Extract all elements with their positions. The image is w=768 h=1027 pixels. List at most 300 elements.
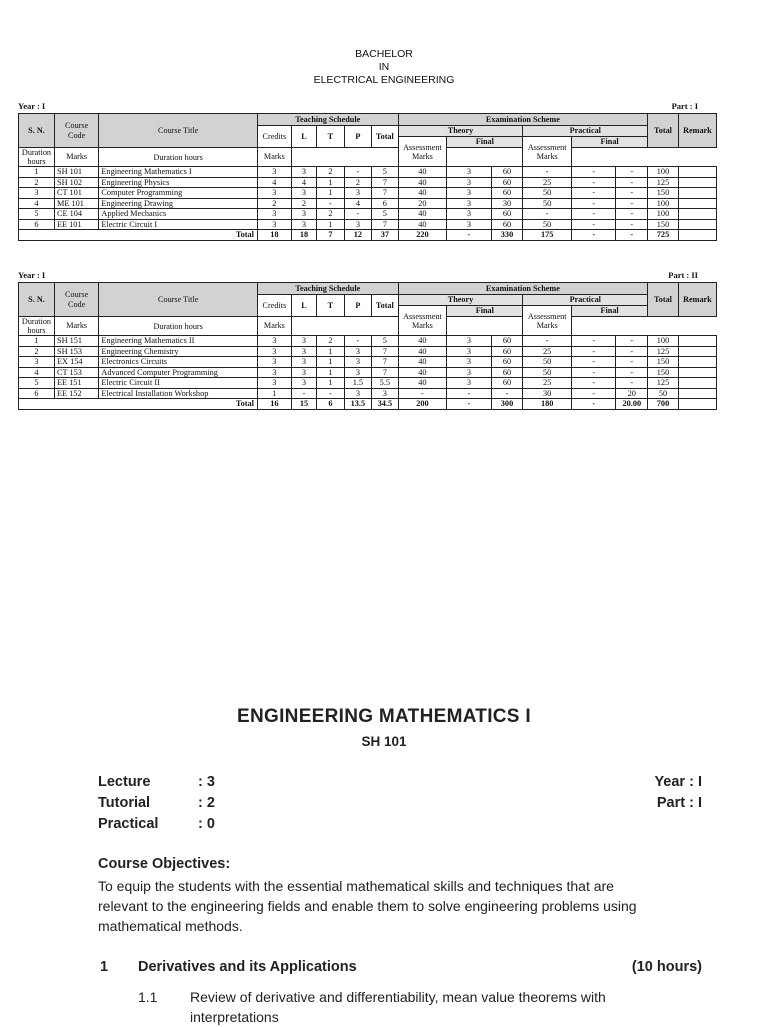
table-cell: 40 xyxy=(398,378,447,389)
year-label: Year : I xyxy=(18,101,46,111)
col-teaching-total: Total xyxy=(372,295,398,317)
table-cell: 20 xyxy=(616,388,648,399)
table-cell: 4 xyxy=(19,367,55,378)
table-cell: 6 xyxy=(372,198,398,209)
table-cell: 2 xyxy=(317,336,344,347)
table-cell: 3 xyxy=(344,346,371,357)
table-cell: 3 xyxy=(257,346,291,357)
table-cell: SH 153 xyxy=(54,346,98,357)
total-cell: 15 xyxy=(291,399,316,410)
col-remark: Remark xyxy=(678,283,716,317)
total-cell: 12 xyxy=(344,230,371,241)
total-cell: 34.5 xyxy=(372,399,398,410)
table-cell: CE 104 xyxy=(54,209,98,220)
table-cell xyxy=(678,198,716,209)
table-cell: 125 xyxy=(648,177,679,188)
col-practical-duration: Duration hours xyxy=(99,148,258,167)
table-cell: - xyxy=(616,167,648,178)
section-text xyxy=(190,987,710,1027)
table-cell: 3 xyxy=(19,188,55,199)
table-cell: 3 xyxy=(291,378,316,389)
table-cell: 60 xyxy=(491,367,523,378)
practical-final-header: Final xyxy=(572,306,648,317)
table-cell xyxy=(678,367,716,378)
year-label: Year : I xyxy=(654,774,702,790)
table-cell: 7 xyxy=(372,188,398,199)
table-cell: 3 xyxy=(447,219,491,230)
table-cell: 2 xyxy=(317,167,344,178)
table-cell: 25 xyxy=(523,177,572,188)
table-cell: 5 xyxy=(372,209,398,220)
total-cell: 6 xyxy=(317,399,344,410)
table-cell: CT 153 xyxy=(54,367,98,378)
col-credits: Credits xyxy=(257,126,291,148)
col-theory-marks: Marks xyxy=(54,317,98,336)
table-cell: Electrical Installation Workshop xyxy=(99,388,258,399)
table-cell: - xyxy=(317,388,344,399)
table-cell xyxy=(678,336,716,347)
table-cell: 7 xyxy=(372,357,398,368)
table-cell: CT 101 xyxy=(54,188,98,199)
table-cell: - xyxy=(572,367,616,378)
table-cell: 4 xyxy=(19,198,55,209)
col-p: P xyxy=(344,126,371,148)
table-row xyxy=(19,346,717,357)
table-cell: 2 xyxy=(344,177,371,188)
exam-scheme-header: Examination Scheme xyxy=(398,114,648,126)
table-cell: - xyxy=(616,336,648,347)
col-remark: Remark xyxy=(678,114,716,148)
totals-row xyxy=(19,399,717,410)
total-cell: 7 xyxy=(317,230,344,241)
part-label: Part : I xyxy=(656,795,702,811)
table-cell: EE 152 xyxy=(54,388,98,399)
table-cell: SH 151 xyxy=(54,336,98,347)
table-cell: 3 xyxy=(447,198,491,209)
table-cell: 3 xyxy=(344,357,371,368)
table-cell: Engineering Chemistry xyxy=(99,346,258,357)
table-cell xyxy=(678,357,716,368)
practical-label: Practical xyxy=(98,816,159,832)
total-cell: 18 xyxy=(257,230,291,241)
table-cell: 1 xyxy=(317,219,344,230)
table-cell: 20 xyxy=(398,198,447,209)
document-title xyxy=(0,48,768,87)
table-cell: 3 xyxy=(291,367,316,378)
table-cell: 50 xyxy=(523,219,572,230)
table-cell: 50 xyxy=(523,198,572,209)
table-cell: Electronics Circuits xyxy=(99,357,258,368)
table-cell: 7 xyxy=(372,219,398,230)
table-cell: 2 xyxy=(291,198,316,209)
table-cell: 1 xyxy=(317,357,344,368)
title-line-1: BACHELOR xyxy=(355,48,413,60)
total-cell: - xyxy=(447,399,491,410)
total-cell: 175 xyxy=(523,230,572,241)
table-cell: 3 xyxy=(447,346,491,357)
table-cell: 3 xyxy=(447,167,491,178)
total-cell: 200 xyxy=(398,399,447,410)
section-line: Review of derivative and differentiability, mean value theorems with xyxy=(190,989,606,1005)
table-cell: 2 xyxy=(257,198,291,209)
total-cell: 18 xyxy=(291,230,316,241)
table-cell: 3 xyxy=(344,367,371,378)
chapter-title: Derivatives and its Applications xyxy=(138,959,357,975)
table-cell: 3 xyxy=(344,388,371,399)
table-cell: - xyxy=(616,378,648,389)
part-label: Part : II xyxy=(668,270,698,280)
table-cell: - xyxy=(572,177,616,188)
table-cell: 150 xyxy=(648,219,679,230)
table-cell xyxy=(678,378,716,389)
table-cell: - xyxy=(616,346,648,357)
objectives-text xyxy=(98,876,708,936)
table-cell: 3 xyxy=(447,357,491,368)
col-credits: Credits xyxy=(257,295,291,317)
table-cell: 4 xyxy=(344,198,371,209)
col-l: L xyxy=(291,126,316,148)
objectives-line: mathematical methods. xyxy=(98,918,243,934)
course-code: SH 101 xyxy=(361,734,407,749)
theory-header: Theory xyxy=(398,126,523,137)
total-cell: - xyxy=(447,230,491,241)
table-cell: Engineering Mathematics I xyxy=(99,167,258,178)
table-cell: 3 xyxy=(257,378,291,389)
col-t: T xyxy=(317,126,344,148)
table-cell: 40 xyxy=(398,357,447,368)
totals-label: Total xyxy=(19,230,258,241)
total-cell: - xyxy=(572,230,616,241)
col-practical-assessment: Assessment Marks xyxy=(523,306,572,336)
col-practical-duration: Duration hours xyxy=(99,317,258,336)
col-total: Total xyxy=(648,114,679,148)
table-cell: 3 xyxy=(291,167,316,178)
col-theory-duration: Duration hours xyxy=(19,317,55,336)
table-cell: 150 xyxy=(648,188,679,199)
col-practical-marks: Marks xyxy=(257,317,291,336)
table-cell: Electric Circuit II xyxy=(99,378,258,389)
table-cell: 100 xyxy=(648,209,679,220)
table-cell: 1 xyxy=(19,167,55,178)
teaching-schedule-header: Teaching Schedule xyxy=(257,114,398,126)
table-cell: 5 xyxy=(372,167,398,178)
table-cell: - xyxy=(572,167,616,178)
total-cell: 37 xyxy=(372,230,398,241)
table-cell: Electric Circuit I xyxy=(99,219,258,230)
table-cell: Computer Programming xyxy=(99,188,258,199)
table-cell: 3 xyxy=(257,336,291,347)
table-cell: 1 xyxy=(317,177,344,188)
table-cell: 7 xyxy=(372,177,398,188)
table-cell: - xyxy=(344,336,371,347)
total-cell: 20.00 xyxy=(616,399,648,410)
table-cell: 4 xyxy=(291,177,316,188)
course-title: ENGINEERING MATHEMATICS I xyxy=(237,706,531,727)
table-row xyxy=(19,388,717,399)
table-cell: - xyxy=(572,188,616,199)
objectives-heading: Course Objectives: xyxy=(98,856,231,872)
year-label: Year : I xyxy=(18,270,46,280)
total-cell: - xyxy=(572,399,616,410)
table-cell: - xyxy=(523,209,572,220)
table-cell: 3 xyxy=(257,209,291,220)
table-cell: - xyxy=(572,357,616,368)
lecture-label: Lecture xyxy=(98,774,151,790)
table-cell: 1 xyxy=(317,378,344,389)
table-cell: 3 xyxy=(344,188,371,199)
col-practical-assessment: Assessment Marks xyxy=(523,137,572,167)
table-cell: 4 xyxy=(257,177,291,188)
col-theory-marks: Marks xyxy=(54,148,98,167)
table-cell: Engineering Physics xyxy=(99,177,258,188)
table-cell: 125 xyxy=(648,346,679,357)
schedule-table xyxy=(18,282,717,410)
table-row xyxy=(19,367,717,378)
table-cell: 60 xyxy=(491,219,523,230)
table-cell: 40 xyxy=(398,209,447,220)
tutorial-label: Tutorial xyxy=(98,795,151,811)
table-cell: - xyxy=(616,198,648,209)
table-cell: 3 xyxy=(447,177,491,188)
table-cell: - xyxy=(344,167,371,178)
table-cell: - xyxy=(572,219,616,230)
title-line-3: ELECTRICAL ENGINEERING xyxy=(313,74,455,86)
table-cell xyxy=(678,209,716,220)
table-cell: 2 xyxy=(19,346,55,357)
table-cell: - xyxy=(616,177,648,188)
table-cell: SH 102 xyxy=(54,177,98,188)
col-course-title: Course Title xyxy=(99,114,258,148)
table-cell: - xyxy=(523,336,572,347)
table-cell: EX 154 xyxy=(54,357,98,368)
table-cell: - xyxy=(317,198,344,209)
table-cell: 50 xyxy=(523,357,572,368)
table-cell: 40 xyxy=(398,177,447,188)
table-cell: 60 xyxy=(491,378,523,389)
table-cell: 3 xyxy=(291,346,316,357)
table-cell: 30 xyxy=(523,388,572,399)
table-cell: - xyxy=(572,209,616,220)
table-cell: 3 xyxy=(257,357,291,368)
table-cell: 3 xyxy=(447,336,491,347)
total-cell: 330 xyxy=(491,230,523,241)
table-cell: 40 xyxy=(398,336,447,347)
table-cell: 3 xyxy=(447,209,491,220)
table-cell: - xyxy=(572,336,616,347)
col-theory-assessment: Assessment Marks xyxy=(398,137,447,167)
table-cell: 100 xyxy=(648,336,679,347)
table-cell: 40 xyxy=(398,346,447,357)
table-cell: - xyxy=(491,388,523,399)
table-cell: 2 xyxy=(317,209,344,220)
table-cell: Applied Mechanics xyxy=(99,209,258,220)
objectives-line: To equip the students with the essential mathematical skills and techniques that are xyxy=(98,878,614,894)
table-cell: - xyxy=(572,198,616,209)
table-cell: 60 xyxy=(491,346,523,357)
exam-scheme-header: Examination Scheme xyxy=(398,283,648,295)
table-cell: 3 xyxy=(291,209,316,220)
table-cell: - xyxy=(616,209,648,220)
table-row xyxy=(19,177,717,188)
table-cell: 3 xyxy=(257,188,291,199)
total-cell: 180 xyxy=(523,399,572,410)
total-cell xyxy=(678,399,716,410)
total-cell: 16 xyxy=(257,399,291,410)
chapter-number: 1 xyxy=(100,959,109,975)
col-l: L xyxy=(291,295,316,317)
table-cell: 50 xyxy=(523,367,572,378)
table-cell: 5 xyxy=(19,378,55,389)
total-cell xyxy=(678,230,716,241)
table-cell: 150 xyxy=(648,367,679,378)
table-cell: Engineering Drawing xyxy=(99,198,258,209)
totals-row xyxy=(19,230,717,241)
table-cell: 100 xyxy=(648,167,679,178)
table-cell: 1 xyxy=(317,346,344,357)
table-cell: 7 xyxy=(372,346,398,357)
table-cell: 40 xyxy=(398,367,447,378)
section-number: 1.1 xyxy=(138,989,158,1005)
table-cell: 2 xyxy=(19,177,55,188)
total-cell: 700 xyxy=(648,399,679,410)
table-cell: 3 xyxy=(291,357,316,368)
col-t: T xyxy=(317,295,344,317)
table-cell: - xyxy=(572,388,616,399)
total-cell: 13.5 xyxy=(344,399,371,410)
table-cell: SH 101 xyxy=(54,167,98,178)
teaching-schedule-header: Teaching Schedule xyxy=(257,283,398,295)
table-row xyxy=(19,167,717,178)
table-cell: 60 xyxy=(491,167,523,178)
practical-final-header: Final xyxy=(572,137,648,148)
table-cell: - xyxy=(572,378,616,389)
table-cell: - xyxy=(616,367,648,378)
table-cell: 1.5 xyxy=(344,378,371,389)
table-cell: 3 xyxy=(257,367,291,378)
table-cell: 30 xyxy=(491,198,523,209)
table-cell: 3 xyxy=(447,378,491,389)
title-line-2: IN xyxy=(378,61,390,73)
table-cell: 40 xyxy=(398,188,447,199)
table-cell: 3 xyxy=(447,188,491,199)
practical-value: : 0 xyxy=(198,816,215,832)
table-cell xyxy=(678,219,716,230)
table-cell: 5 xyxy=(372,336,398,347)
table-cell: - xyxy=(572,346,616,357)
table-cell: 60 xyxy=(491,177,523,188)
table-cell: EE 151 xyxy=(54,378,98,389)
total-cell: 725 xyxy=(648,230,679,241)
theory-final-header: Final xyxy=(447,306,523,317)
table-cell: 150 xyxy=(648,357,679,368)
table-row xyxy=(19,188,717,199)
table-row xyxy=(19,336,717,347)
table-cell: 6 xyxy=(19,388,55,399)
table-cell: 3 xyxy=(19,357,55,368)
part-label: Part : I xyxy=(671,101,698,111)
table-cell: 60 xyxy=(491,188,523,199)
table-cell: - xyxy=(447,388,491,399)
table-cell xyxy=(678,346,716,357)
col-teaching-total: Total xyxy=(372,126,398,148)
table-row xyxy=(19,219,717,230)
lecture-value: : 3 xyxy=(198,774,215,790)
theory-final-header: Final xyxy=(447,137,523,148)
table-cell xyxy=(678,167,716,178)
table-cell xyxy=(678,388,716,399)
table-cell: 60 xyxy=(491,357,523,368)
table-cell: 3 xyxy=(291,188,316,199)
col-practical-marks: Marks xyxy=(257,148,291,167)
table-cell: 3 xyxy=(291,219,316,230)
table-cell: 1 xyxy=(317,188,344,199)
table-cell: 40 xyxy=(398,167,447,178)
col-sn: S. N. xyxy=(19,283,55,317)
table-cell: 50 xyxy=(523,188,572,199)
table-cell: 3 xyxy=(344,219,371,230)
table-row xyxy=(19,209,717,220)
table-cell: 6 xyxy=(19,219,55,230)
table-cell: 1 xyxy=(19,336,55,347)
table-cell: - xyxy=(344,209,371,220)
table-cell: 5 xyxy=(19,209,55,220)
col-theory-duration: Duration hours xyxy=(19,148,55,167)
table-cell: - xyxy=(291,388,316,399)
table-cell: 60 xyxy=(491,336,523,347)
table-cell: 3 xyxy=(372,388,398,399)
table-cell: 1 xyxy=(257,388,291,399)
table-cell: 7 xyxy=(372,367,398,378)
table-cell: 50 xyxy=(648,388,679,399)
total-cell: - xyxy=(616,230,648,241)
table-cell: 5.5 xyxy=(372,378,398,389)
table-cell: 1 xyxy=(317,367,344,378)
tutorial-value: : 2 xyxy=(198,795,215,811)
table-cell: 40 xyxy=(398,219,447,230)
table-cell xyxy=(678,188,716,199)
totals-label: Total xyxy=(19,399,258,410)
table-cell: Engineering Mathematics II xyxy=(99,336,258,347)
table-cell: - xyxy=(616,188,648,199)
table-row xyxy=(19,357,717,368)
col-course-code: Course Code xyxy=(54,114,98,148)
table-cell: - xyxy=(398,388,447,399)
table-cell xyxy=(678,177,716,188)
theory-header: Theory xyxy=(398,295,523,306)
table-cell: - xyxy=(523,167,572,178)
table-cell: 25 xyxy=(523,346,572,357)
practical-header: Practical xyxy=(523,126,648,137)
section-line: interpretations xyxy=(190,1009,279,1025)
table-row xyxy=(19,198,717,209)
table-cell: 125 xyxy=(648,378,679,389)
col-theory-assessment: Assessment Marks xyxy=(398,306,447,336)
table-cell: 3 xyxy=(447,367,491,378)
table-cell: 3 xyxy=(291,336,316,347)
schedule-table xyxy=(18,113,717,241)
table-cell: 60 xyxy=(491,209,523,220)
table-row xyxy=(19,378,717,389)
table-cell: ME 101 xyxy=(54,198,98,209)
chapter-hours: (10 hours) xyxy=(631,959,702,975)
table-cell: 3 xyxy=(257,219,291,230)
table-cell: 3 xyxy=(257,167,291,178)
table-cell: - xyxy=(616,219,648,230)
total-cell: 220 xyxy=(398,230,447,241)
practical-header: Practical xyxy=(523,295,648,306)
table-cell: 100 xyxy=(648,198,679,209)
col-total: Total xyxy=(648,283,679,317)
